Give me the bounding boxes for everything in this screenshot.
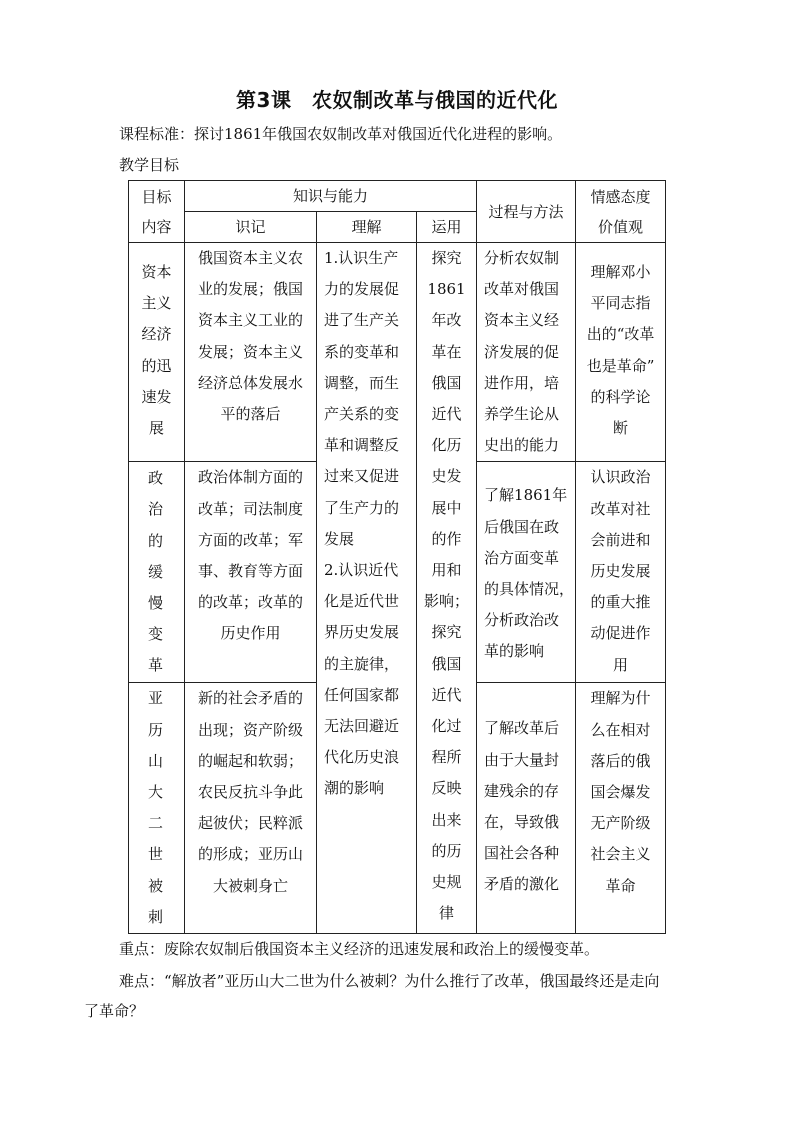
row-emotion-assassination: 理解为什 么在相对 落后的俄 国会爆发 无产阶级 社会主义 革命 <box>576 683 666 934</box>
difficulty-line-2: 了革命？ <box>84 1002 145 1020</box>
header-apply: 运用 <box>417 212 477 243</box>
row-process-economy: 分析农奴制 改革对俄国 资本主义经 济发展的促 进作用，培 养学生论从 史出的能力 <box>477 243 576 462</box>
row-content-assassination: 亚历 山大 二世 被刺 <box>129 683 185 934</box>
header-emotion-value: 情感态度 价值观 <box>576 181 666 243</box>
lesson-title: 第3课 农奴制改革与俄国的近代化 <box>236 88 558 112</box>
row-emotion-economy: 理解邓小 平同志指 出的“改革 也是革命” 的科学论 断 <box>576 243 666 462</box>
row-remember-politics: 政治体制方面的 改革；司法制度 方面的改革；军 事、教育等方面 的改革；改革的 历史作用 <box>185 462 317 683</box>
key-point: 重点：废除农奴制后俄国资本主义经济的迅速发展和政治上的缓慢变革。 <box>119 940 600 958</box>
row-remember-economy: 俄国资本主义农 业的发展；俄国 资本主义工业的 发展；资本主义 经济总体发展水 平的落后 <box>185 243 317 462</box>
course-standard: 课程标准：探讨1861年俄国农奴制改革对俄国近代化进程的影响。 <box>119 125 563 143</box>
apply-cell: 探究 1861 年改 革在 俄国 近代 化历 史发 展中 的作 用和 影响； 探究 俄国 近代 化过 程所 反映 出来 的历 史规 律 <box>417 243 477 934</box>
header-understand: 理解 <box>317 212 417 243</box>
header-remember: 识记 <box>185 212 317 243</box>
teaching-goals-label: 教学目标 <box>119 156 180 174</box>
row-process-politics: 了解1861年 后俄国在政 治方面变革 的具体情况， 分析政治改 革的影响 <box>477 462 576 683</box>
row-emotion-politics: 认识政治 改革对社 会前进和 历史发展 的重大推 动促进作 用 <box>576 462 666 683</box>
row-content-economy: 资本 主义 经济 的迅 速发 展 <box>129 243 185 462</box>
row-remember-assassination: 新的社会矛盾的 出现；资产阶级 的崛起和软弱； 农民反抗斗争此 起彼伏；民粹派 的形成；亚历山 大被刺身亡 <box>185 683 317 934</box>
understand-cell: 1.认识生产 力的发展促 进了生产关 系的变革和 调整，而生 产关系的变 革和调整反 过来又促进 了生产力的 发展 2.认识近代 化是近代世 界历史发展 的主旋律， 任何国家都 无法回避近 代化历史浪 潮的影响 <box>317 243 417 934</box>
teaching-goals-table <box>128 180 666 934</box>
difficulty-line-1: 难点：“解放者”亚历山大二世为什么被刺？为什么推行了改革，俄国最终还是走向 <box>119 972 660 990</box>
row-process-assassination: 了解改革后 由于大量封 建残余的存 在，导致俄 国社会各种 矛盾的激化 <box>477 683 576 934</box>
row-content-politics: 政治 的缓 慢变 革 <box>129 462 185 683</box>
header-goal-content: 目标 内容 <box>129 181 185 243</box>
header-knowledge-ability: 知识与能力 <box>185 181 477 212</box>
header-process-method: 过程与方法 <box>477 181 576 243</box>
